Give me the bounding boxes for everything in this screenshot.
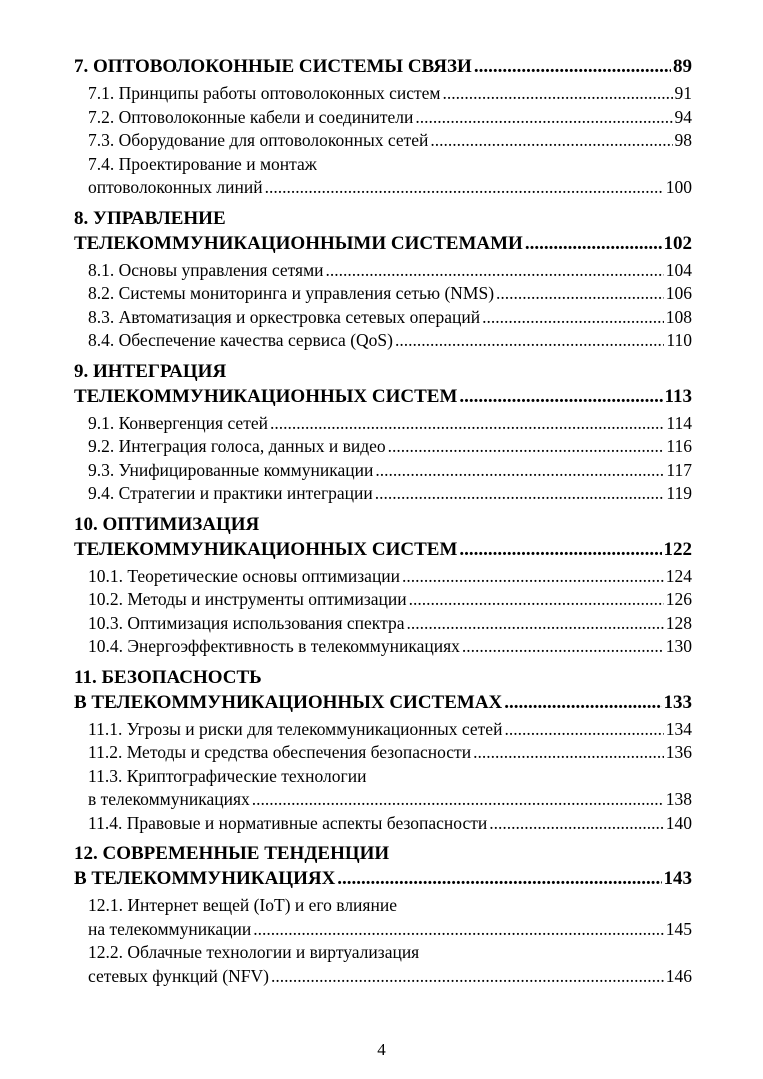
leader-dots xyxy=(430,129,672,153)
chapter-8 xyxy=(74,206,692,353)
section-title: 9.1. Конвергенция сетей xyxy=(88,412,268,433)
section-11-4 xyxy=(74,812,692,836)
section-title: 10.2. Методы и инструменты оптимизации xyxy=(88,589,407,609)
section-11-3-line2 xyxy=(74,788,692,812)
leader-dots xyxy=(375,482,665,506)
section-title: 7.1. Принципы работы оптоволоконных систем xyxy=(88,83,441,103)
section-title: 8.4. Обеспечение качества сервиса (QoS) xyxy=(88,330,393,350)
chapter-12-heading-line1 xyxy=(74,841,692,866)
chapter-12-heading-line2 xyxy=(74,866,692,891)
page-ref: 128 xyxy=(665,612,692,633)
section-8-3 xyxy=(74,306,692,330)
page-ref: 122 xyxy=(663,538,692,560)
section-8-1 xyxy=(74,259,692,283)
page-ref: 117 xyxy=(666,459,692,480)
section-title: 10.3. Оптимизация использования спектра xyxy=(88,612,405,633)
chapter-9-heading-line2 xyxy=(74,384,692,409)
leader-dots xyxy=(409,588,664,612)
section-10-2 xyxy=(74,588,692,612)
page-ref: 104 xyxy=(665,259,692,280)
chapter-title-cont: ТЕЛЕКОММУНИКАЦИОННЫХ СИСТЕМ xyxy=(74,538,458,560)
page-ref: 116 xyxy=(666,436,692,456)
chapter-10 xyxy=(74,512,692,659)
chapter-8-heading-line2 xyxy=(74,231,692,256)
leader-dots xyxy=(337,866,661,891)
leader-dots xyxy=(252,788,664,812)
section-title: 10.1. Теоретические основы оптимизации xyxy=(88,565,401,586)
chapter-7 xyxy=(74,54,692,200)
chapter-9 xyxy=(74,359,692,506)
section-title-cont: сетевых функций (NFV) xyxy=(88,965,269,986)
section-title-cont: на телекоммуникации xyxy=(88,918,252,939)
section-12-2-line1 xyxy=(74,941,692,965)
section-title: 10.4. Энергоэффективность в телекоммуникациях xyxy=(88,636,460,656)
section-12-1-line1 xyxy=(74,894,692,918)
page-ref: 106 xyxy=(665,283,692,303)
section-title: 8.2. Системы мониторинга и управления сетью (NMS) xyxy=(88,283,495,303)
chapter-8-heading-line1 xyxy=(74,206,692,231)
chapter-title: 11. БЕЗОПАСНОСТЬ xyxy=(74,666,262,688)
page-ref: 145 xyxy=(665,918,692,939)
section-11-1 xyxy=(74,718,692,742)
page-ref: 110 xyxy=(666,330,692,350)
page-ref: 91 xyxy=(674,83,692,103)
section-7-3 xyxy=(74,129,692,153)
chapter-title-cont: ТЕЛЕКОММУНИКАЦИОННЫХ СИСТЕМ xyxy=(74,385,458,407)
section-10-1 xyxy=(74,565,692,589)
page-ref: 133 xyxy=(663,691,692,713)
section-title: 9.3. Унифицированные коммуникации xyxy=(88,459,374,480)
chapter-title: 10. ОПТИМИЗАЦИЯ xyxy=(74,513,260,535)
page-ref: 140 xyxy=(665,812,692,833)
section-title: 11.1. Угрозы и риски для телекоммуникационных сетей xyxy=(88,718,503,739)
chapter-11-heading-line1 xyxy=(74,665,692,690)
section-9-4 xyxy=(74,482,692,506)
section-7-1 xyxy=(74,82,692,106)
leader-dots xyxy=(375,459,664,483)
page-ref: 89 xyxy=(673,56,692,77)
leader-dots xyxy=(462,635,664,659)
section-9-1 xyxy=(74,412,692,436)
chapter-7-heading xyxy=(74,54,692,79)
table-of-contents xyxy=(74,54,692,988)
section-title: 7.3. Оборудование для оптоволоконных сетей xyxy=(88,130,429,150)
page-ref: 146 xyxy=(665,965,692,986)
chapter-title: 8. УПРАВЛЕНИЕ xyxy=(74,207,226,229)
section-title: 8.1. Основы управления сетями xyxy=(88,259,324,280)
leader-dots xyxy=(271,965,664,989)
page-ref: 108 xyxy=(665,306,692,327)
section-12-1-line2 xyxy=(74,918,692,942)
leader-dots xyxy=(459,537,661,562)
page-ref: 94 xyxy=(674,106,692,127)
page-ref: 130 xyxy=(665,636,692,656)
leader-dots xyxy=(270,412,664,436)
page-ref: 143 xyxy=(663,868,692,889)
section-title: 9.2. Интеграция голоса, данных и видео xyxy=(88,436,386,456)
leader-dots xyxy=(415,106,672,130)
page-ref: 114 xyxy=(666,412,692,433)
page-ref: 126 xyxy=(665,589,692,609)
section-title: 12.1. Интернет вещей (IoT) и его влияние xyxy=(88,895,397,915)
page-ref: 136 xyxy=(665,742,692,762)
leader-dots xyxy=(473,741,664,765)
chapter-title: 9. ИНТЕГРАЦИЯ xyxy=(74,360,227,382)
section-11-3-line1 xyxy=(74,765,692,789)
page-ref: 102 xyxy=(663,232,692,254)
section-title: 11.3. Криптографические технологии xyxy=(88,765,367,786)
leader-dots xyxy=(504,690,661,715)
leader-dots xyxy=(402,565,664,589)
page-ref: 119 xyxy=(666,483,692,503)
section-title: 7.4. Проектирование и монтаж xyxy=(88,153,317,174)
section-11-2 xyxy=(74,741,692,765)
leader-dots xyxy=(525,231,662,256)
section-title: 11.4. Правовые и нормативные аспекты безопасности xyxy=(88,812,488,833)
chapter-title: 12. СОВРЕМЕННЫЕ ТЕНДЕНЦИИ xyxy=(74,843,390,864)
page-number: 4 xyxy=(377,1040,386,1059)
leader-dots xyxy=(406,612,663,636)
chapter-title-cont: В ТЕЛЕКОММУНИКАЦИОННЫХ СИСТЕМАХ xyxy=(74,691,503,713)
page-ref: 100 xyxy=(665,177,692,197)
section-title: 8.3. Автоматизация и оркестровка сетевых операций xyxy=(88,306,481,327)
leader-dots xyxy=(482,306,664,330)
leader-dots xyxy=(326,259,664,283)
chapter-10-heading-line1 xyxy=(74,512,692,537)
page-ref: 138 xyxy=(665,789,692,809)
section-title: 7.2. Оптоволоконные кабели и соединители xyxy=(88,106,414,127)
chapter-10-heading-line2 xyxy=(74,537,692,562)
chapter-title: 7. ОПТОВОЛОКОННЫЕ СИСТЕМЫ СВЯЗИ xyxy=(74,56,472,77)
section-8-2 xyxy=(74,282,692,306)
leader-dots xyxy=(443,82,673,106)
section-7-4-line1 xyxy=(74,153,692,177)
chapter-12 xyxy=(74,841,692,988)
leader-dots xyxy=(474,54,671,79)
section-title: 9.4. Стратегии и практики интеграции xyxy=(88,483,373,503)
section-7-2 xyxy=(74,106,692,130)
page-ref: 113 xyxy=(664,385,692,407)
chapter-9-heading-line1 xyxy=(74,359,692,384)
section-title-cont: оптоволоконных линий xyxy=(88,177,263,197)
chapter-title-cont: ТЕЛЕКОММУНИКАЦИОННЫМИ СИСТЕМАМИ xyxy=(74,232,523,254)
chapter-11 xyxy=(74,665,692,836)
leader-dots xyxy=(253,918,664,942)
leader-dots xyxy=(496,282,664,306)
section-9-3 xyxy=(74,459,692,483)
section-8-4 xyxy=(74,329,692,353)
section-9-2 xyxy=(74,435,692,459)
section-title: 11.2. Методы и средства обеспечения безопасности xyxy=(88,742,472,762)
chapter-11-heading-line2 xyxy=(74,690,692,715)
chapter-title-cont: В ТЕЛЕКОММУНИКАЦИЯХ xyxy=(74,868,336,889)
leader-dots xyxy=(388,435,665,459)
section-title-cont: в телекоммуникациях xyxy=(88,789,250,809)
page-ref: 134 xyxy=(665,718,692,739)
page-ref: 124 xyxy=(665,565,692,586)
section-10-3 xyxy=(74,612,692,636)
section-12-2-line2 xyxy=(74,965,692,989)
page-ref: 98 xyxy=(674,130,692,150)
section-10-4 xyxy=(74,635,692,659)
leader-dots xyxy=(459,384,662,409)
leader-dots xyxy=(395,329,664,353)
section-7-4-line2 xyxy=(74,176,692,200)
leader-dots xyxy=(504,718,663,742)
leader-dots xyxy=(265,176,664,200)
section-title: 12.2. Облачные технологии и виртуализация xyxy=(88,942,420,962)
leader-dots xyxy=(489,812,663,836)
